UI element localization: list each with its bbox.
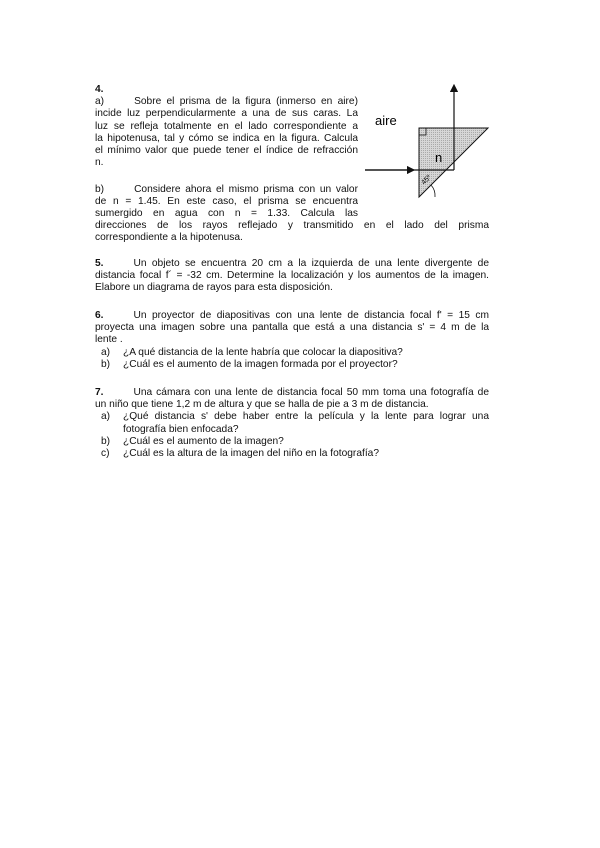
problem-4b [95, 184, 358, 221]
text-line: la hipotenusa, tal y cómo se indica en la figura. Calcula [95, 132, 358, 144]
prism-index-label: n [435, 150, 443, 165]
text-line: direcciones de los rayos reflejado y transmitido en el lado del prisma [95, 220, 489, 231]
text-line: lente . [95, 334, 123, 346]
list-item: b) ¿Cuál es el aumento de la imagen formada por el proyector? [101, 358, 398, 370]
text-line: incide luz perpendicularmente a una de sus caras. La [95, 108, 358, 120]
text-line: b) Considere ahora el mismo prisma con un valor [95, 184, 358, 195]
list-item: a) ¿A qué distancia de la lente habría que colocar la diapositiva? [101, 346, 403, 358]
text-line: sumergido en agua con n = 1.33. Calcula las [95, 208, 358, 220]
problem-7 [95, 387, 489, 460]
problem-6 [95, 310, 489, 371]
text-line: 6. Un proyector de diapositivas con una lente de distancia focal f' = 15 cm [95, 310, 489, 321]
text-line: a) Sobre el prisma de la figura (inmerso en aire) [95, 96, 358, 108]
text-line: n. [95, 157, 104, 169]
list-item: c) ¿Cuál es la altura de la imagen del niño en la fotografía? [101, 448, 379, 459]
text-line: proyecta una imagen sobre una pantalla que está a una distancia s' = 4 m de la [95, 322, 489, 334]
text-line: 7. Una cámara con una lente de distancia focal 50 mm toma una fotografía de [95, 387, 489, 398]
text-line: distancia focal f´ = -32 cm. Determine la localización y los aumentos de la imagen. [95, 270, 489, 282]
text-line: Elabore un diagrama de rayos para esta disposición. [95, 282, 333, 294]
text-line: 5. Un objeto se encuentra 20 cm a la izquierda de una lente divergente de [95, 258, 489, 269]
text-line: el mínimo valor que puede tener el índice de refracción [95, 144, 358, 156]
text-line: de n = 1.45. En este caso, el prisma se encuentra [95, 196, 358, 208]
text-line: luz se refleja totalmente en el lado correspondiente a [95, 120, 358, 132]
list-item: a) ¿Qué distancia s' debe haber entre la película y la lente para lograr una fotografía bien enfocada? [101, 411, 489, 435]
angle-arc [431, 185, 435, 197]
text-line: un niño que tiene 1,2 m de altura y que se halla de pie a 3 m de distancia. [95, 399, 429, 411]
problem-4b-cont [95, 220, 489, 244]
problem-5 [95, 258, 489, 295]
problem-number: 4. [95, 84, 104, 95]
text-line: correspondiente a la hipotenusa. [95, 232, 243, 244]
angle-label: 45º [420, 174, 433, 187]
list-item: b) ¿Cuál es el aumento de la imagen? [101, 435, 284, 447]
prism-figure [363, 84, 495, 214]
problem-4 [95, 84, 358, 169]
medium-label: aire [375, 113, 397, 128]
